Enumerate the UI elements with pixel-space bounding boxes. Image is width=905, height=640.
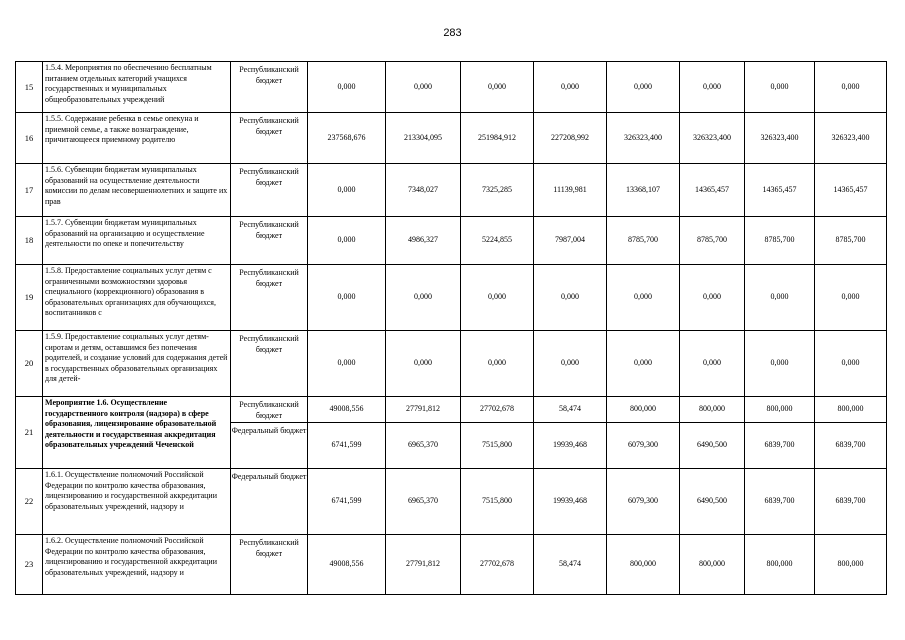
amount-cell: 7515,800 [461,423,534,469]
amount-cell: 49008,556 [308,535,386,595]
amount-cell: 0,000 [461,265,534,331]
funding-source: Федеральный бюджет [231,423,308,469]
amount-cell: 7325,285 [461,164,534,217]
amount-cell: 19939,468 [534,423,607,469]
measure-description-text: 1.5.7. Субвенции бюджетам муниципальных образований на организацию и осуществление деятельности по опеке и попечительству [45,218,205,248]
amount-cell: 0,000 [680,265,745,331]
table-row [16,62,887,113]
table-row [16,535,887,595]
amount-cell: 27702,678 [461,397,534,423]
measure-description [43,164,231,217]
amount-cell: 326323,400 [815,113,887,164]
amount-cell: 8785,700 [815,217,887,265]
amount-cell: 49008,556 [308,397,386,423]
row-number: 20 [16,331,43,397]
amount-cell: 326323,400 [607,113,680,164]
amount-cell: 326323,400 [745,113,815,164]
amount-cell: 237568,676 [308,113,386,164]
funding-source: Республиканский бюджет [231,217,308,265]
amount-cell: 27702,678 [461,535,534,595]
amount-cell: 6839,700 [815,469,887,535]
amount-cell: 0,000 [534,331,607,397]
amount-cell: 0,000 [461,62,534,113]
amount-cell: 8785,700 [607,217,680,265]
amount-cell: 213304,095 [386,113,461,164]
amount-cell: 0,000 [308,62,386,113]
amount-cell: 6741,599 [308,469,386,535]
amount-cell: 800,000 [745,397,815,423]
measure-description [43,62,231,113]
measure-description-text: 1.5.6. Субвенции бюджетам муниципальных образований на осуществление деятельности комиссии по делам несовершеннолетних и защите их прав [45,165,228,206]
amount-cell: 0,000 [308,265,386,331]
amount-cell: 0,000 [745,265,815,331]
amount-cell: 326323,400 [680,113,745,164]
amount-cell: 5224,855 [461,217,534,265]
amount-cell: 0,000 [308,331,386,397]
measure-description-text: 1.5.8. Предоставление социальных услуг детям с ограниченными возможностями здоровья специального (коррекционного) образования в образовательных организациях для обучающихся, воспитанников с [45,266,216,317]
measure-description-text: 1.5.5. Содержание ребенка в семье опекуна и приемной семье, а также вознаграждение, причитающееся приемному родителю [45,114,199,144]
amount-cell: 6839,700 [745,469,815,535]
amount-cell: 6965,370 [386,423,461,469]
amount-cell: 0,000 [745,331,815,397]
amount-cell: 251984,912 [461,113,534,164]
measure-description [43,397,231,469]
measure-description [43,265,231,331]
amount-cell: 6079,300 [607,423,680,469]
measure-description [43,331,231,397]
amount-cell: 0,000 [607,265,680,331]
amount-cell: 7515,800 [461,469,534,535]
amount-cell: 0,000 [680,331,745,397]
row-number: 21 [16,397,43,469]
measure-description [43,469,231,535]
row-number: 23 [16,535,43,595]
measure-description-text: 1.6.1. Осуществление полномочий Российской Федерации по контролю качества образования, лицензированию и государственной аккредитации образовательных учреждений, надзору и [45,470,217,511]
amount-cell: 0,000 [815,331,887,397]
table-row [16,397,887,423]
row-number: 18 [16,217,43,265]
amount-cell: 14365,457 [815,164,887,217]
amount-cell: 6490,500 [680,423,745,469]
amount-cell: 227208,992 [534,113,607,164]
amount-cell: 0,000 [308,164,386,217]
amount-cell: 0,000 [386,265,461,331]
measure-description [43,217,231,265]
amount-cell: 8785,700 [680,217,745,265]
amount-cell: 800,000 [607,397,680,423]
amount-cell: 6490,500 [680,469,745,535]
table-row [16,113,887,164]
funding-source: Республиканский бюджет [231,62,308,113]
amount-cell: 0,000 [815,265,887,331]
amount-cell: 7987,004 [534,217,607,265]
row-number: 15 [16,62,43,113]
amount-cell: 7348,027 [386,164,461,217]
page-number: 283 [443,27,462,39]
budget-table [15,61,887,595]
amount-cell: 27791,812 [386,535,461,595]
amount-cell: 6839,700 [815,423,887,469]
amount-cell: 8785,700 [745,217,815,265]
measure-description-text: Мероприятие 1.6. Осуществление государственного контроля (надзора) в сфере образования, лицензирование образовательной деятельности и государственная аккредитация образовательных учреждений Чеченской [45,398,217,449]
amount-cell: 0,000 [815,62,887,113]
amount-cell: 800,000 [745,535,815,595]
funding-source: Республиканский бюджет [231,164,308,217]
amount-cell: 0,000 [607,62,680,113]
funding-source: Республиканский бюджет [231,535,308,595]
table-row [16,217,887,265]
amount-cell: 58,474 [534,397,607,423]
amount-cell: 0,000 [461,331,534,397]
amount-cell: 0,000 [680,62,745,113]
measure-description-text: 1.5.4. Мероприятия по обеспечению бесплатным питанием отдельных категорий учащихся государственных и муниципальных общеобразовательных учреждений [45,63,212,104]
amount-cell: 800,000 [607,535,680,595]
row-number: 17 [16,164,43,217]
amount-cell: 0,000 [386,62,461,113]
amount-cell: 0,000 [607,331,680,397]
funding-source: Республиканский бюджет [231,265,308,331]
amount-cell: 19939,468 [534,469,607,535]
funding-source: Республиканский бюджет [231,113,308,164]
amount-cell: 0,000 [534,62,607,113]
amount-cell: 6839,700 [745,423,815,469]
amount-cell: 14365,457 [680,164,745,217]
amount-cell: 6079,300 [607,469,680,535]
table-row [16,331,887,397]
measure-description-text: 1.6.2. Осуществление полномочий Российской Федерации по контролю качества образования, лицензированию и государственной аккредитации образовательных учреждений, надзору и [45,536,217,577]
table-row [16,265,887,331]
row-number: 19 [16,265,43,331]
measure-description-text: 1.5.9. Предоставление социальных услуг детям-сиротам и детям, оставшимся без попечения родителей, и создание условий для содержания детей в государственных образовательных организациях для детей- [45,332,228,383]
amount-cell: 0,000 [308,217,386,265]
amount-cell: 6741,599 [308,423,386,469]
amount-cell: 0,000 [745,62,815,113]
table-row [16,164,887,217]
amount-cell: 11139,981 [534,164,607,217]
amount-cell: 13368,107 [607,164,680,217]
amount-cell: 800,000 [815,535,887,595]
funding-source: Республиканский бюджет [231,331,308,397]
funding-source: Федеральный бюджет [231,469,308,535]
amount-cell: 0,000 [386,331,461,397]
amount-cell: 14365,457 [745,164,815,217]
measure-description [43,535,231,595]
amount-cell: 800,000 [815,397,887,423]
measure-description [43,113,231,164]
row-number: 22 [16,469,43,535]
amount-cell: 4986,327 [386,217,461,265]
amount-cell: 27791,812 [386,397,461,423]
amount-cell: 6965,370 [386,469,461,535]
amount-cell: 58,474 [534,535,607,595]
table-row [16,469,887,535]
funding-source: Республиканский бюджет [231,397,308,423]
amount-cell: 0,000 [534,265,607,331]
amount-cell: 800,000 [680,535,745,595]
amount-cell: 800,000 [680,397,745,423]
row-number: 16 [16,113,43,164]
